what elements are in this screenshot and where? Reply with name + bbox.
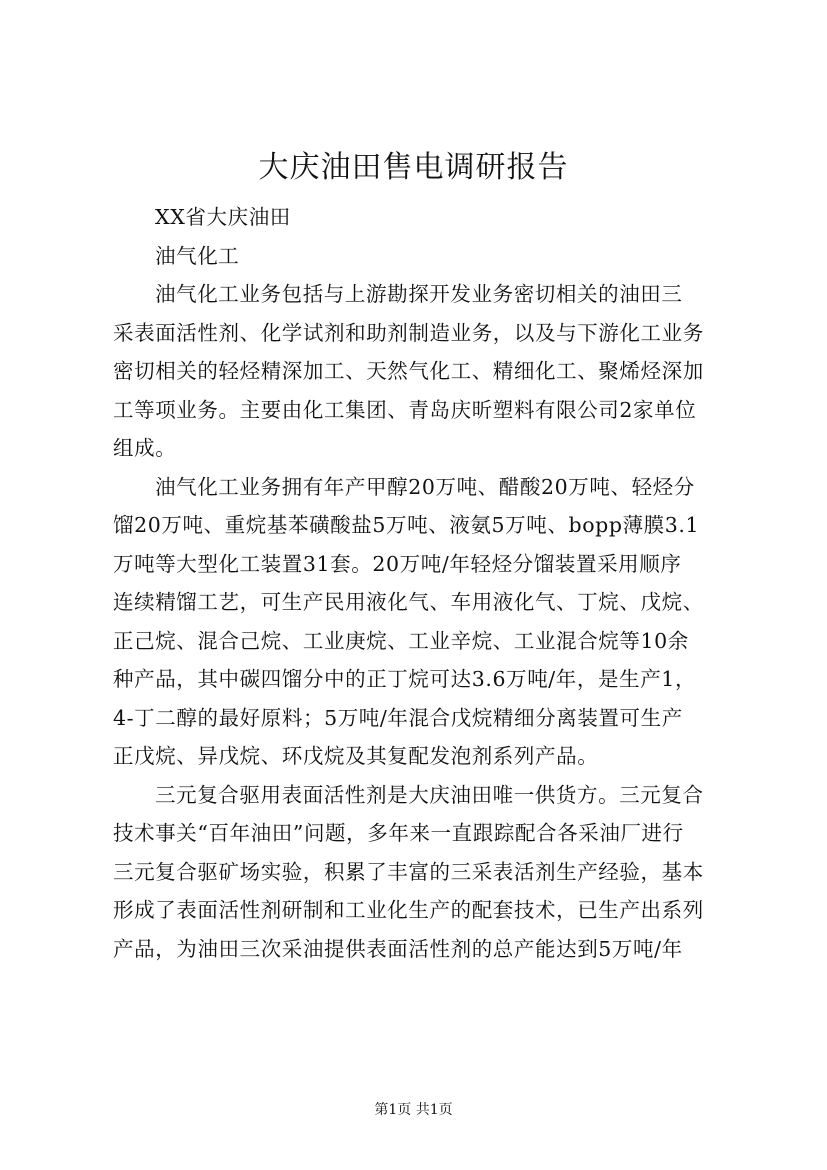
text-line: XX省大庆油田 xyxy=(155,205,291,229)
text-line: 形成了表面活性剂研制和工业化生产的配套技术，已生产出系列 xyxy=(113,898,704,922)
text-line: 馏20万吨、重烷基苯磺酸盐5万吨、液氨5万吨、bopp薄膜3.1 xyxy=(113,513,700,537)
text-line: 采表面活性剂、化学试剂和助剂制造业务，以及与下游化工业务 xyxy=(113,320,704,345)
document-title: 大庆油田售电调研报告 xyxy=(258,150,569,185)
text-line: 三元复合驱矿场实验，积累了丰富的三采表活剂生产经验，基本 xyxy=(113,859,704,884)
page-footer: 第1页 共1页 xyxy=(374,1102,453,1118)
text-line: 连续精馏工艺，可生产民用液化气、车用液化气、丁烷、戊烷、 xyxy=(113,590,704,614)
text-line: 油气化工业务包括与上游勘探开发业务密切相关的油田三 xyxy=(155,282,683,306)
text-line: 油气化工业务拥有年产甲醇20万吨、醋酸20万吨、轻烃分 xyxy=(155,474,695,499)
text-line: 种产品，其中碳四馏分中的正丁烷可达3.6万吨/年，是生产1， xyxy=(113,667,697,691)
text-line: 技术事关“百年油田”问题，多年来一直跟踪配合各采油厂进行 xyxy=(113,821,684,845)
text-line: 组成。 xyxy=(113,436,177,460)
text-line: 万吨等大型化工装置31套。20万吨/年轻烃分馏装置采用顺序 xyxy=(113,551,682,576)
text-line: 密切相关的轻烃精深加工、天然气化工、精细化工、聚烯烃深加 xyxy=(113,359,704,383)
text-line: 油气化工 xyxy=(155,243,240,268)
text-line: 三元复合驱用表面活性剂是大庆油田唯一供货方。三元复合 xyxy=(155,782,704,807)
document-body xyxy=(113,198,728,968)
text-line: 正己烷、混合己烷、工业庚烷、工业辛烷、工业混合烷等10余 xyxy=(113,628,689,653)
text-line: 工等项业务。主要由化工集团、青岛庆昕塑料有限公司2家单位 xyxy=(113,397,697,422)
text-line: 正戊烷、异戊烷、环戊烷及其复配发泡剂系列产品。 xyxy=(113,744,599,768)
text-line: 4-丁二醇的最好原料；5万吨/年混合戊烷精细分离装置可生产 xyxy=(113,705,683,730)
text-line: 产品，为油田三次采油提供表面活性剂的总产能达到5万吨/年 xyxy=(113,936,683,961)
